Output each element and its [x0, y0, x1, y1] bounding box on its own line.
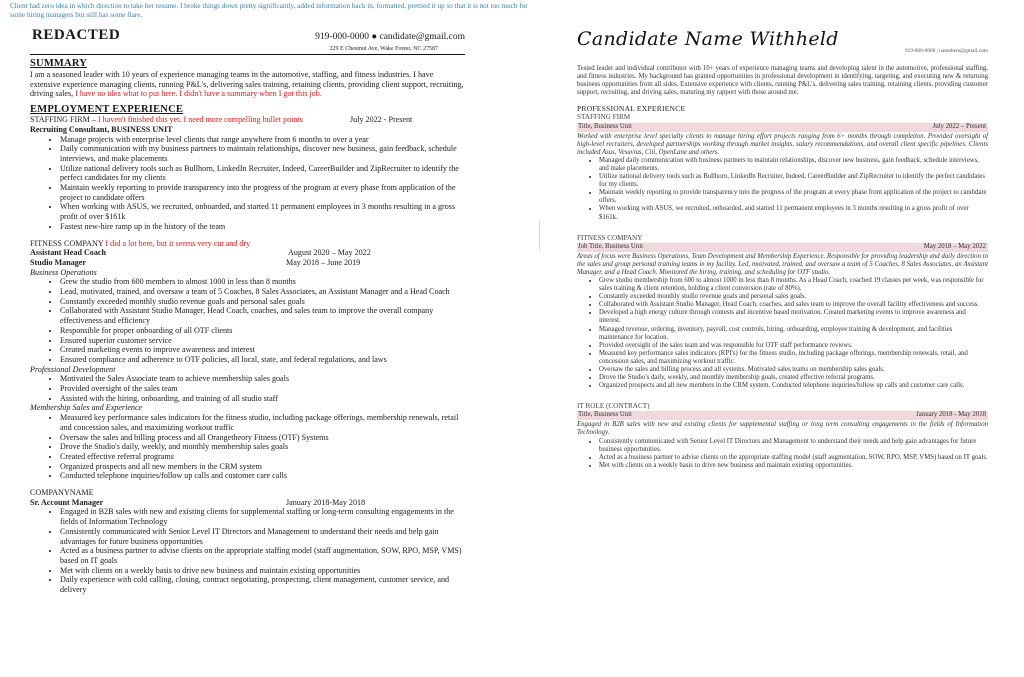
contact-line: 919-000-0000 ● candidate@gmail.com: [315, 32, 465, 42]
list-item: • Responsible for proper onboarding of all OTF clients: [60, 326, 465, 336]
job2-bullets-dev: [30, 374, 465, 403]
firm-name: FITNESS COMPANY: [30, 238, 104, 248]
list-item: • Grew studio membership from 600 to almost 1000 in less than 8 months. As a Head Coach, coached 19 classes per week, was responsible for sales training & client retention, holding a client conversion (rate of 80%).: [599, 277, 988, 293]
list-item: • Constantly exceeded monthly studio revenue goals and personal sales goals.: [599, 293, 988, 301]
job-dates: May 2018 – June 2019: [286, 257, 361, 267]
sub-heading: Membership Sales and Experience: [30, 403, 143, 413]
list-item: • Engaged in B2B sales with new and existing clients for supplemental staffing or long-term consulting engagements in the fields of Information Technology: [60, 507, 465, 526]
job3-bullets: [30, 507, 465, 594]
list-item: • Utilize national delivery tools such as Bullhorn, LinkedIn Recruiter, Indeed, CareerBuilder and ZipRecruiter to identify the perfect candidates for my clients.: [599, 173, 988, 189]
list-item: • Maintain weekly reporting to provide transparency into the progress of the program at every phase from application of the project to candidate offers: [60, 183, 465, 202]
job-title-bar: [577, 243, 988, 252]
list-item: • Maintain weekly reporting to provide transparency into the progress of the program at every phase from application of the project to candidate offers.: [599, 189, 988, 205]
list-item: • Conducted telephone inquiries/follow up calls and customer care calls: [60, 471, 465, 481]
address-line: 229 E Chestnut Ave, Wake Forest, NC 27587: [329, 46, 438, 52]
resume-header: [30, 27, 465, 55]
sub-heading: Business Operations: [30, 267, 97, 277]
job-dates: May 2018 – May 2022: [923, 242, 986, 250]
list-item: • Measured key performance sales indicators for the fitness studio, including package offerings, membership renewals, retail and concession sales, and maximizing workout traffic: [60, 413, 465, 432]
list-item: • When working with ASUS, we recruited, onboarded, and started 11 permanent employees in 3 months resulting in a gross profit of over $161k: [60, 202, 465, 221]
summary-heading: SUMMARY: [30, 58, 88, 69]
job-title-bar: [577, 123, 988, 132]
reviewer-note: Client had zero idea in which direction to take her resume. I broke things down pretty significantly, added information back in, formatted, prettied it up so that it is not too much for some hiring managers but still has some flare.: [10, 2, 528, 19]
firm-name: STAFFING FIRM –: [30, 115, 96, 125]
job-description: Areas of focus were Business Operations, Team Development and Membership Experience. Responsible for providing leadership and daily direction to the sales and group personal training teams in my facility. Led, motivated, trained, and oversaw a team of 5 Coaches, 8 Sales Associates, an Assistant Manager, and a Head Coach. Monitored the hiring, training, and scheduling for OTF studio.: [577, 252, 988, 276]
list-item: • Measured key performance sales indicators (KPI's) for the fitness studio, including package offerings, membership renewals, retail, and concession sales, and maximizing workout traffic.: [599, 350, 988, 366]
job-header: [30, 239, 465, 249]
firm-name: STAFFING FIRM: [577, 113, 631, 122]
original-resume: [30, 27, 465, 595]
job1-bullets: [577, 157, 988, 222]
list-item: • Collaborated with Assistant Studio Manager, Head Coach, coaches, and sales team to improve the overall facility effectiveness and success.: [599, 301, 988, 309]
list-item: • Managed daily communication with business partners to maintain relationships, discover new business, gain feedback, schedule interviews, and make placements.: [599, 157, 988, 173]
list-item: • Drove the Studio's daily, weekly, and monthly membership sales goals: [60, 442, 465, 452]
job-role: Assistant Head Coach: [30, 248, 106, 258]
firm-comment: I did a lot here, but it seems very cut and dry: [103, 238, 251, 248]
list-item: • Ensured superior customer service: [60, 336, 465, 346]
summary-body: I am a seasoned leader with 10 years of experience managing teams in the automotive, staffing, and fitness industries. I have extensive experience managing clients, running P&L's, delivering sales training, retaining clients, providing client support, recruiting, driving sales,: [30, 70, 464, 99]
job-role-row: [30, 258, 465, 268]
job-dates: January 2018-May 2018: [286, 497, 366, 507]
list-item: • Oversaw the sales and billing process and all systems. Motivated sales teams on membership sales goals.: [599, 366, 988, 374]
job-header: [30, 115, 465, 125]
list-item: • Provided oversight of the sales team: [60, 384, 465, 394]
firm-name: FITNESS COMPANY: [577, 233, 643, 242]
list-item: • Constantly exceeded monthly studio revenue goals and personal sales goals: [60, 297, 465, 307]
job-role: Studio Manager: [30, 257, 86, 267]
list-item: • Acted as a business partner to advise clients on the appropriate staffing model (staff augmentation, SOW, RPO, MSP, VMS) based on IT goals.: [599, 454, 988, 462]
list-item: • Assisted with the hiring, onboarding, and training of all studio staff: [60, 394, 465, 404]
list-item: • Grew the studio from 600 members to almost 1000 in less than 8 months: [60, 277, 465, 287]
list-item: • Created effective referral programs: [60, 452, 465, 462]
list-item: • Drove the Studio's daily, weekly, and monthly membership goals, created effective referral programs.: [599, 374, 988, 382]
job-role: Sr. Account Manager: [30, 497, 104, 507]
firm-name: IT ROLE (CONTRACT): [577, 402, 650, 411]
list-item: • Acted as a business partner to advise clients on the appropriate staffing model (staff augmentation, SOW, RPO, MSP, VMS) based on IT goals: [60, 546, 465, 565]
job-title: Title, Business Unit: [578, 122, 632, 130]
job-role-row: [30, 248, 465, 258]
revised-resume: [577, 28, 988, 470]
job2-bullets-sales: [30, 413, 465, 481]
list-item: • Manage projects with enterprise level clients that range anywhere from 6 months to over a year: [60, 135, 465, 145]
list-item: • Collaborated with Assistant Studio Manager, Head Coach, coaches, and sales team to improve the overall company effectiveness and efficiency: [60, 306, 465, 325]
summary-comment: I have no idea what to put here. I didn't have a summary when I got this job.: [73, 89, 322, 99]
job-role: Recruiting Consultant, BUSINESS UNIT: [30, 124, 173, 134]
list-item: • Consistently communicated with Senior Level IT Directors and Management to understand their needs and help gain advantages for future business opportunities.: [599, 438, 988, 454]
list-item: • Consistently communicated with Senior Level IT Directors and Management to understand their needs and help gain advantages for future business opportunities: [60, 527, 465, 546]
sub-heading: Professional Development: [30, 364, 116, 374]
list-item: • Created marketing events to improve awareness and interest: [60, 345, 465, 355]
job-description: Engaged in B2B sales with new and existing clients for supplemental staffing or long term consulting engagements in the fields of Information Technology.: [577, 421, 988, 437]
job1-bullets: [30, 135, 465, 232]
list-item: • When working with ASUS, we recruited, onboarded, and started 11 permanent employees in 3 months resulting in a gross profit of over $161k.: [599, 205, 988, 221]
list-item: • Met with clients on a weekly basis to drive new business and maintain existing opportunities.: [599, 462, 988, 470]
list-item: • Met with clients on a weekly basis to drive new business and maintain existing opportunities: [60, 566, 465, 576]
list-item: • Ensured compliance and adherence to OTF policies, all local, state, and federal regulations, and laws: [60, 355, 465, 365]
job-title: Title, Business Unit: [578, 411, 632, 419]
job-dates: July 2022 - Present: [350, 115, 413, 125]
candidate-name: REDACTED: [32, 27, 121, 43]
job2-bullets-ops: [30, 277, 465, 364]
job-description: Worked with enterprise level specialty clients to manage hiring effort projects ranging from 6+ months through completion. Provided oversight of high-level recruiters, developed partnerships working through market insights, salary recommendations, and overall client specific pipelines. Clients included Asus, Vesuvius, Citi, OpenLane and others.: [577, 132, 988, 156]
list-item: • Motivated the Sales Associate team to achieve membership sales goals: [60, 374, 465, 384]
job-role-row: [30, 498, 465, 508]
list-item: • Utilize national delivery tools such as Bullhorn, LinkedIn Recruiter, Indeed, CareerBuilder and ZipRecruiter to identify the perfect candidates for my clients: [60, 164, 465, 183]
summary-text: [30, 70, 465, 99]
job-dates: July 2022 – Present: [932, 122, 986, 130]
resume-header: [577, 28, 988, 59]
list-item: • Lead, motivated, trained, and oversaw a team of 5 Coaches, 8 Sales Associates, an Assistant Manager and a Head Coach: [60, 287, 465, 297]
list-item: • Managed revenue, ordering, inventory, payroll, cost controls, hiring, onboarding, employee training & development, and facilities maintenance for location.: [599, 326, 988, 342]
list-item: • Organized prospects and all new members in the CRM system: [60, 462, 465, 472]
candidate-name: Candidate Name Withheld: [577, 28, 839, 50]
job-title-bar: [577, 411, 988, 420]
list-item: • Daily communication with my business partners to maintain relationships, discover new business, gain feedback, schedule interviews, and make placements: [60, 144, 465, 163]
firm-comment: I haven't finished this yet. I need more compelling bullet points: [95, 115, 303, 125]
experience-heading: PROFESSIONAL EXPERIENCE: [577, 104, 686, 114]
job-dates: August 2020 – May 2022: [288, 248, 371, 258]
employment-heading: EMPLOYMENT EXPERIENCE: [30, 104, 184, 116]
job2-bullets: [577, 277, 988, 390]
job-dates: January 2018 - May 2018: [916, 411, 986, 419]
page-divider: [539, 220, 540, 250]
list-item: • Daily experience with cold calling, closing, contract negotiating, prospecting, client management, customer service, and delivery: [60, 575, 465, 594]
list-item: • Fastest new-hire ramp up in the history of the team: [60, 222, 465, 232]
job3-bullets: [577, 438, 988, 470]
firm-name: COMPANYNAME: [30, 488, 94, 498]
list-item: • Provided oversight of the sales team and was responsible for OTF staff performance reviews.: [599, 342, 988, 350]
job-title: Job Title, Business Unit: [578, 242, 643, 250]
summary-text: Tested leader and individual contributor with 10+ years of experience managing teams and developing talent in the automotive, professional staffing, and fitness industries. My background has granted opportunities in professional development in identifying, targeting, and executing new & returning business opportunities from all sides. Extensive experience with clients, running P&L's, delivering sales training, retaining clients, providing customer support, recruiting, and driving sales, maturing my rapport with those around me.: [577, 65, 988, 97]
list-item: • Developed a high energy culture through contests and incentive based motivation. Created marketing events to improve awareness and interest.: [599, 309, 988, 325]
contact-line: 919-000-0000 | namehere@gmail.com: [904, 48, 988, 54]
list-item: • Oversaw the sales and billing process and all Orangetheory Fitness (OTF) Systems: [60, 433, 465, 443]
list-item: • Organized prospects and all new members in the CRM system. Conducted telephone inquiries/follow up calls and customer care calls.: [599, 382, 988, 390]
